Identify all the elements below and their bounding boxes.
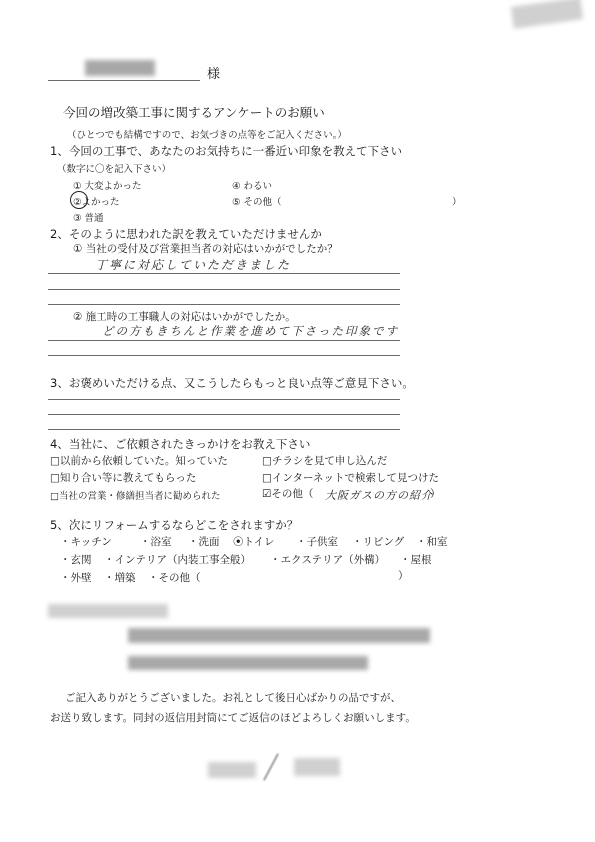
q4-option-flyer[interactable]: □チラシを見て申し込んだ — [262, 455, 388, 467]
q4-option-internet[interactable]: □インターネットで検索して見つけた — [262, 472, 439, 484]
q1-selected-circle — [70, 191, 88, 209]
q5-item-interior[interactable]: ・インテリア（内装工事全般） — [104, 554, 251, 566]
q3-line2 — [48, 414, 400, 415]
q5-item-exterior[interactable]: ・エクステリア（外構） — [270, 554, 386, 566]
q1-question: 1、今回の工事で、あなたのお気持ちに一番近い印象を教えて下さい — [50, 144, 403, 158]
q5-item-washroom[interactable]: ・洗面 — [188, 536, 220, 548]
q1-option-very-good[interactable]: ① 大変よかった — [73, 181, 142, 192]
q3-line3 — [48, 429, 400, 430]
redacted-corner-mark — [511, 0, 583, 29]
q4-option-other[interactable]: ☑その他（ — [262, 488, 314, 500]
date-slash — [263, 753, 279, 780]
q1-option-average[interactable]: ③ 普通 — [73, 213, 104, 224]
q2-answer1-line2 — [48, 289, 400, 290]
q2-question: 2、そのように思われた訳を教えていただけませんか — [50, 227, 322, 241]
q1-option-other[interactable]: ⑤ その他（ — [232, 197, 282, 208]
redacted-customer-name — [85, 60, 155, 76]
q5-item-toilet-selected[interactable]: ⦿トイレ — [233, 536, 275, 548]
redacted-respondent-info-line1 — [128, 628, 430, 643]
honorific: 様 — [207, 67, 221, 82]
q4-option-sales-staff[interactable]: □当社の営業・修繕担当者に勧められた — [50, 491, 221, 502]
q2-answer2-line1 — [48, 340, 400, 341]
footer-thanks-line2: お送り致します。同封の返信用封筒にてご返信のほどよろしくお願いします。 — [50, 712, 416, 724]
q2-answer1-line1 — [48, 273, 400, 274]
q5-item-kitchen[interactable]: ・キッチン — [60, 536, 112, 548]
redacted-date-left — [208, 762, 256, 778]
q4-question: 4、当社に、ご依頼されたきっかけをお教え下さい — [50, 437, 311, 451]
q5-item-roof[interactable]: ・屋根 — [400, 554, 432, 566]
q5-item-japanese-room[interactable]: ・和室 — [416, 536, 448, 548]
q1-option-bad[interactable]: ④ わるい — [232, 181, 273, 192]
q4-other-close-paren: ） — [430, 488, 441, 500]
q1-other-close-paren: ） — [452, 197, 462, 208]
q2-sub2: ② 施工時の工事職人の対応はいかがでしたか。 — [73, 311, 296, 323]
q3-question: 3、お褒めいただける点、又こうしたらもっと良い点等ご意見下さい。 — [50, 376, 414, 390]
q5-other-close-paren: ） — [398, 570, 409, 582]
q5-item-entrance[interactable]: ・玄関 — [60, 554, 92, 566]
q2-answer2-handwriting: どの方もきちんと作業を進めて下さった印象です — [102, 324, 399, 338]
q5-item-outer-wall[interactable]: ・外壁 — [60, 572, 92, 584]
q4-option-previous[interactable]: □以前から依頼していた。知っていた — [50, 455, 228, 467]
q2-answer1-handwriting: 丁寧に対応していただきました — [95, 258, 292, 272]
q5-item-bath[interactable]: ・浴室 — [140, 536, 172, 548]
q4-option-referral[interactable]: □知り合い等に教えてもらった — [50, 472, 197, 484]
redacted-respondent-label — [48, 604, 168, 618]
q1-option-good[interactable]: ②よかった — [73, 197, 120, 208]
name-underline — [48, 80, 200, 81]
q5-item-kids-room[interactable]: ・子供室 — [296, 536, 338, 548]
q3-line1 — [48, 399, 400, 400]
redacted-respondent-info-line2 — [128, 656, 368, 670]
q4-other-handwriting: 大阪ガスの方の紹介 — [325, 489, 433, 502]
intro-note: （ひとつでも結構ですので、お気づきの点等をご記入ください。） — [67, 130, 347, 141]
q5-item-living[interactable]: ・リビング — [352, 536, 405, 548]
q2-sub1: ① 当社の受付及び営業担当者の対応はいかがでしたか？ — [73, 243, 338, 255]
q5-item-other[interactable]: ・その他（ — [148, 572, 201, 584]
q5-question: 5、次にリフォームするならどこをされますか？ — [50, 518, 299, 532]
q5-item-extension[interactable]: ・増築 — [104, 572, 136, 584]
q1-instruction: （数字に〇を記入下さい） — [57, 164, 172, 175]
q2-answer2-line2 — [48, 355, 400, 356]
q2-answer1-line3 — [48, 304, 400, 305]
page-title: 今回の増改築工事に関するアンケートのお願い — [63, 105, 325, 120]
footer-thanks-line1: ご記入ありがとうございました。お礼として後日心ばかりの品ですが、 — [65, 692, 401, 704]
redacted-date-right — [294, 758, 340, 776]
